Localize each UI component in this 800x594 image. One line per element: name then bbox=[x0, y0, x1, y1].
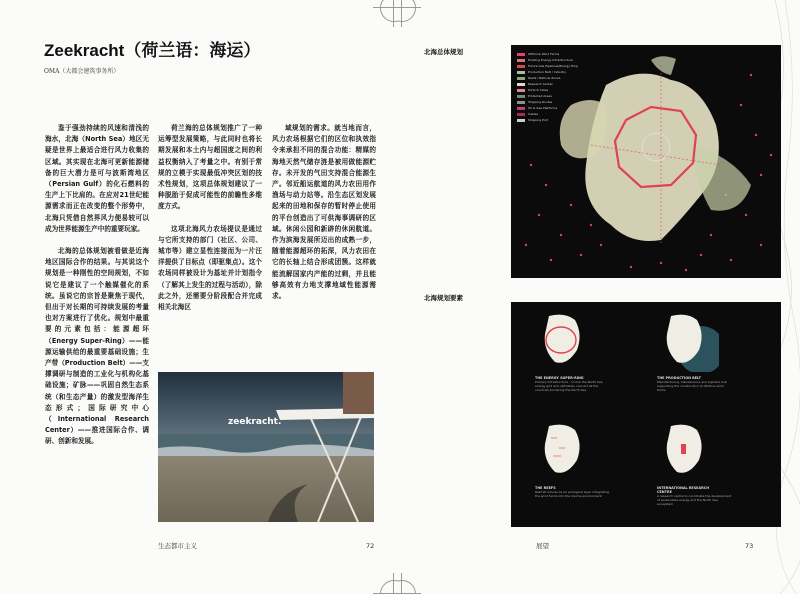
paragraph: 北海的总体规划被看做是近海地区国际合作的结果。与其说这个规划是一种刚性的空间规划，不如说它是建议了一个触媒催化的系统。虽说它的宗旨是聚焦于现代，但出于对长期的可持续发展的考量也对方案进行了优化。规划中最重要的元素包括：能源超环（Energy Super-Ring）——能源运输供给的最重要基础设施；生产带（Production Belt）——支撑调研与制造的工业化与机构化基础设施；矿脉——巩固自然生态系统（和生态产量）的激发型海洋生态形式；国际研究中心（International Research Center）——推进国际合作、调研、创新和发展。 bbox=[45, 247, 149, 446]
panel-energy-super-ring bbox=[535, 310, 603, 392]
legend-item: Future Gas Pipelines/Energy Ring bbox=[517, 63, 578, 69]
page-number: 72 bbox=[366, 542, 375, 550]
text-column-2 bbox=[158, 123, 262, 324]
energy-ring-map bbox=[535, 310, 597, 372]
map-label-top: 北海总体规划 bbox=[424, 48, 463, 56]
paragraph: 这项北海风力农场提议是通过与它所支持的部门（社区、公司、城市等）建立显性连接而为一片汪洋提供了目标点（即驱集点）。这个农场同样被设计为基址并计划指令（了解其上发生的过程与活动），除此之外，还需要分阶段配合并完成相关北海区 bbox=[158, 224, 262, 312]
legend-swatch bbox=[517, 65, 525, 68]
legend-swatch bbox=[517, 59, 525, 62]
legend-swatch bbox=[517, 89, 525, 92]
left-page bbox=[0, 0, 399, 594]
legend-item: Research Center bbox=[517, 81, 578, 87]
text-column-3 bbox=[272, 123, 376, 313]
panel-title: INTERNATIONAL RESEARCH CENTRE bbox=[657, 486, 710, 494]
photo-caption: zeekracht. bbox=[228, 417, 282, 427]
reefs-map bbox=[535, 420, 597, 482]
legend-swatch bbox=[517, 53, 525, 56]
running-footer: 生态都市主义 bbox=[158, 542, 197, 550]
article-title: Zeekracht（荷兰语：海运） bbox=[44, 41, 261, 60]
beach-photo-image bbox=[158, 372, 374, 522]
panel-title: THE REEFS bbox=[535, 486, 556, 490]
paragraph: 荷兰海的总体规划推广了一种运筹型发展策略，与此同时也将长期发展和本土内与超国度之间的利益权衡纳入了考量之中。有别于常规的立模于实现最低冲突区划的技术性规划，这项总体规划建议了一种脱胎于促成可能性的前瞻性多维度方式。 bbox=[158, 124, 262, 211]
registration-mark bbox=[380, 580, 399, 594]
legend-swatch bbox=[517, 83, 525, 86]
legend-swatch bbox=[517, 119, 525, 122]
panel-title: THE PRODUCTION BELT bbox=[657, 376, 701, 380]
running-footer: 展望 bbox=[536, 542, 549, 550]
legend-item: Production Belt / Industry bbox=[517, 69, 578, 75]
panel-title: THE ENERGY SUPER-RING bbox=[535, 376, 584, 380]
legend-item: Shipping Routes bbox=[517, 99, 578, 105]
legend-swatch bbox=[517, 113, 525, 116]
research-centre-map bbox=[657, 420, 719, 482]
map-label-bottom: 北海规划要素 bbox=[424, 294, 463, 302]
legend-swatch bbox=[517, 101, 525, 104]
north-sea-master-plan-map bbox=[511, 45, 781, 278]
legend-swatch bbox=[517, 77, 525, 80]
paragraph: 域规划的需求。就当地而言，风力农场根据它们的区位和执效指令来承担不同的混合功能：精媒的海地天然气储存涟是被用做能源贮存。未开发的气田支持混合能源生产。邻近船运航道的风力农田用作渔场与动力站等。沿生态区划发展起来的田地和保存的暂时停止使用的平台创造出了可供海事调研的区域。休闲公园和新辟的休闲航道。作为滨海发展所迈出的成熟一步，随着能源超环的拓深，风力农田在它的长轴上结合形成团簇。这样就能流解国家内产能的过剩，并且能够高效有力地支撑地域性能源需求。 bbox=[272, 124, 376, 301]
legend-item: Reefs / Natural Zones bbox=[517, 75, 578, 81]
text-column-1 bbox=[45, 123, 149, 459]
legend-item: Offshore Wind Farms bbox=[517, 51, 578, 57]
legend-item: Ports & Cities bbox=[517, 87, 578, 93]
article-subtitle: OMA（大都会建筑事务所） bbox=[44, 68, 120, 75]
registration-mark bbox=[380, 0, 399, 22]
registration-mark bbox=[398, 580, 416, 594]
panel-text: Primary Infrastructure – to link the North Sea energy grid and ultimately connect all the countries bordering the North Sea bbox=[535, 380, 603, 392]
legend-item: Shipping Port bbox=[517, 117, 578, 123]
map-legend bbox=[517, 51, 578, 123]
panel-reefs bbox=[535, 420, 609, 498]
legend-item: Existing Energy Infrastructure bbox=[517, 57, 578, 63]
panel-text: Manufacturing, maintenance and logistics hub supporting the construction of offshore wind farms bbox=[657, 380, 727, 392]
panel-production-belt bbox=[657, 310, 727, 392]
panel-text: Reef structures as an ecological layer integrating the wind farms into the marine environment bbox=[535, 490, 609, 498]
legend-swatch bbox=[517, 107, 525, 110]
panel-research-centre bbox=[657, 420, 732, 506]
page-number: 73 bbox=[745, 542, 754, 550]
beach-photo bbox=[158, 372, 374, 522]
panel-text: A research centre to coordinate the development of sustainable energy and the North Sea ecosystem bbox=[657, 494, 732, 506]
legend-item: Cables bbox=[517, 111, 578, 117]
legend-item: Oil & Gas Platforms bbox=[517, 105, 578, 111]
production-belt-map bbox=[657, 310, 719, 372]
paragraph: 鉴于强劲持续的风速和清浅的海水，北海（North Sea）地区无疑是世界上最适合进行风力收集的区域。其实现在北海可更新能源储备的巨大潜力是可与波斯湾地区（Persian Gulf）的化石燃料的生产上下比肩的。在应对21世纪能源需求而正在改变的整个形势中，北海只凭借自然界风力便易较可以成为世界能源生产中的重要玩家。 bbox=[45, 124, 149, 233]
right-page bbox=[398, 0, 800, 594]
legend-item: Protected Areas bbox=[517, 93, 578, 99]
plan-elements-grid bbox=[511, 302, 781, 527]
legend-swatch bbox=[517, 71, 525, 74]
registration-mark bbox=[398, 0, 416, 22]
legend-swatch bbox=[517, 95, 525, 98]
